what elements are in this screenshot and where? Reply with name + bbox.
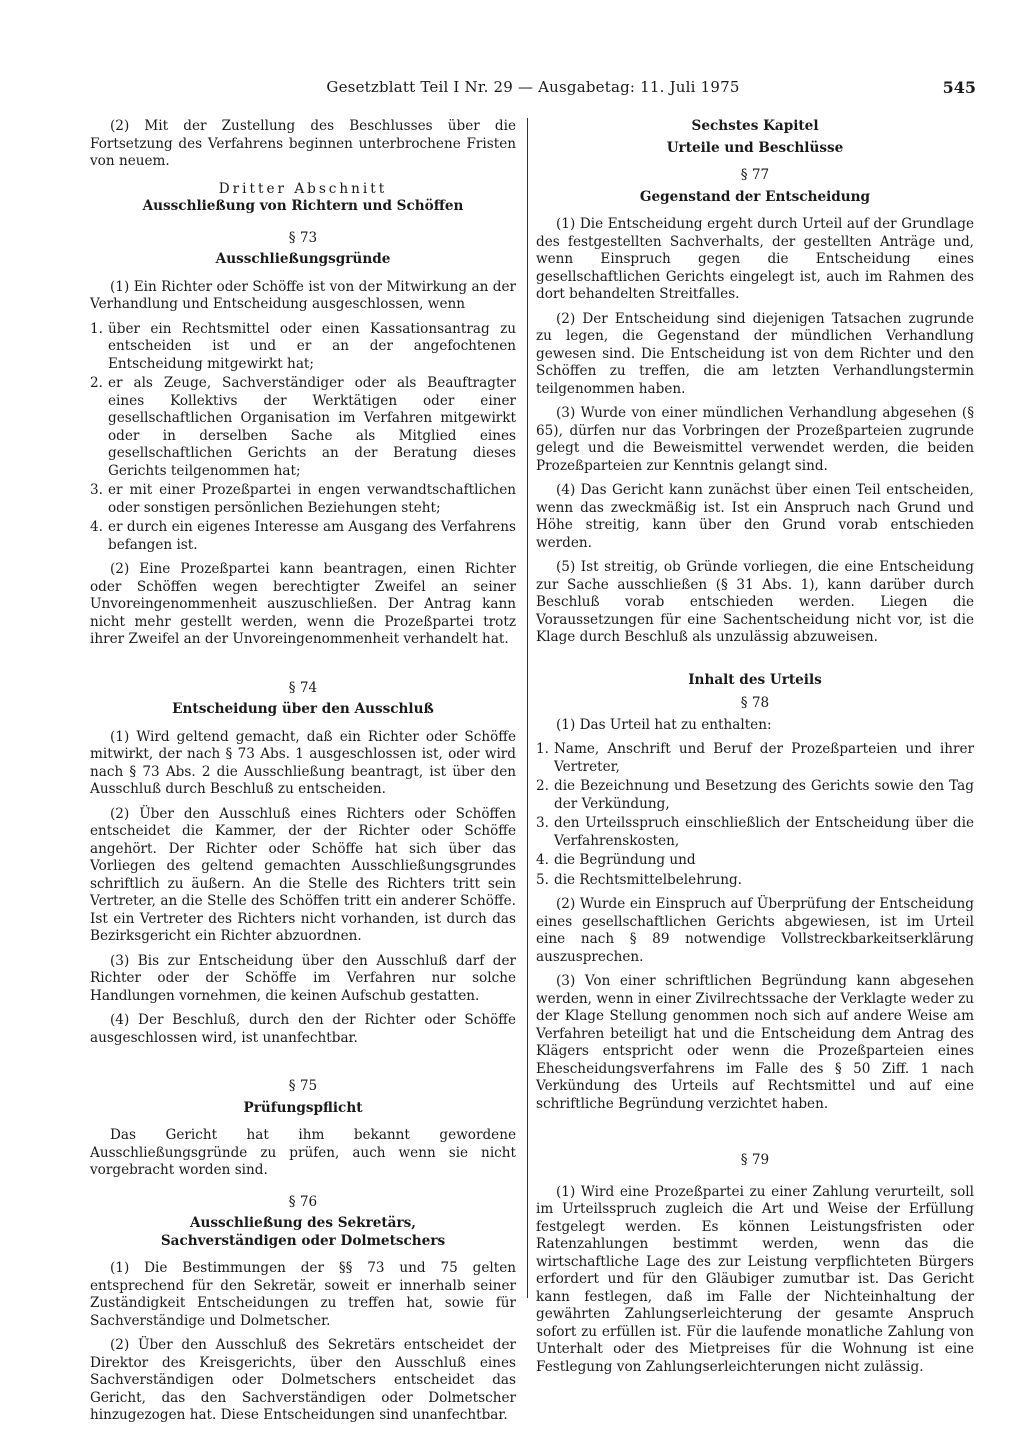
list-item [90,375,516,480]
list-text: die Begründung und [554,852,696,868]
paragraph: (1) Ein Richter oder Schöffe ist von der Mitwirkung an der Verhandlung und Entscheidung ausgeschlossen, wenn [90,278,516,312]
list-item [536,872,974,890]
page-number: 545 [942,78,976,97]
paragraph-number: § 74 [288,679,318,696]
paragraph-title: Inhalt des Urteils [688,671,822,688]
right-column [536,118,974,1383]
list-number: 4. [90,519,103,535]
paragraph-title-line2: Sachverständigen oder Dolmetschers [160,1232,446,1249]
list-text: er mit einer Prozeßpartei in engen verwandtschaftlichen oder sonstigen persönlichen Beziehungen steht; [108,482,516,516]
list-text: Name, Anschrift und Beruf der Prozeßparteien und ihrer Vertreter, [554,741,974,775]
list-text: über ein Rechtsmittel oder einen Kassationsantrag zu entscheiden ist und er an der angefochtenen Entscheidung mitgewirkt hat; [108,320,516,372]
paragraph-number: § 75 [288,1078,318,1094]
paragraph: (1) Die Bestimmungen der §§ 73 und 75 gelten entsprechend für den Sekretär, soweit er innerhalb seiner Zuständigkeit Entscheidungen zu treffen hat, sowie für Sachverständige und Dolmetscher. [90,1260,516,1329]
paragraph: (2) Über den Ausschluß des Sekretärs entscheidet der Direktor des Kreisgerichts, über den Ausschluß eines Sachverständigen oder Dolmetschers entscheidet das Gericht, das den Sachverständigen oder Dolmetscher hinzugezogen hat. Diese Entscheidungen sind unanfechtbar. [90,1337,516,1423]
list-item [90,519,516,554]
section-title: Ausschließung von Richtern und Schöffen [142,198,464,214]
list-number: 1. [90,320,103,337]
paragraph: (2) Wurde ein Einspruch auf Überprüfung der Entscheidung eines gesellschaftlichen Gerichts abgewiesen, ist im Urteil eine nach § 89 notwendige Vollstreckbarkeitserklärung auszusprechen. [536,896,974,965]
list-number: 3. [90,482,103,498]
list-text: er durch ein eigenes Interesse am Ausgang des Verfahrens befangen ist. [108,519,516,553]
list-number: 3. [536,815,549,831]
paragraph-title: Prüfungspflicht [243,1099,363,1116]
paragraph-number: § 76 [288,1193,318,1210]
paragraph-number: § 73 [288,229,318,246]
paragraph: (2) Mit der Zustellung des Beschlusses über die Fortsetzung des Verfahrens beginnen unterbrochene Fristen von neuem. [90,118,516,169]
gazette-title: Gesetzblatt Teil I Nr. 29 — Ausgabetag: 11. Juli 1975 [326,78,740,96]
paragraph: (2) Der Entscheidung sind diejenigen Tatsachen zugrunde zu legen, die Gegenstand der mündlichen Verhandlung gewesen sind. Die Entscheidung ist von dem Richter und den Schöffen zu treffen, die am letzten Verhandlungstermin teilgenommen haben. [536,310,974,397]
paragraph: (2) Über den Ausschluß eines Richters oder Schöffen entscheidet die Kammer, der der Richter oder Schöffe angehört. Der Richter oder Schöffe hat sich über das Vorliegen des geltend gemachten Ausschließungsgrundes schriftlich zu äußern. An die Stelle des Richters tritt sein Vertreter, an die Stelle des Schöffen tritt ein anderer Schöffe. Ist ein Vertreter des Richters nicht vorhanden, ist durch das Bezirksgericht ein Richter abzuordnen. [90,805,516,944]
list-number: 4. [536,852,549,868]
paragraph-title: Ausschließung des Sekretärs, [189,1215,417,1231]
enumerated-list [536,741,974,889]
left-column [90,118,516,1432]
paragraph: Das Gericht hat ihm bekannt gewordene Ausschließungsgründe zu prüfen, auch wenn sie nicht vorgebracht worden sind. [90,1127,516,1178]
column-divider [527,118,528,1298]
list-number: 1. [536,741,549,757]
list-text: er als Zeuge, Sachverständiger oder als Beauftragter eines Kollektivs der Werktätigen oder einer gesellschaftlichen Organisation im Verfahren mitgewirkt oder in derselben Sache als Mitglied eines gesellschaftlichen Gerichts an der Beratung dieses Gerichts teilgenommen hat; [108,375,516,479]
chapter-heading: Sechstes Kapitel [691,118,819,134]
paragraph: (3) Wurde von einer mündlichen Verhandlung abgesehen (§ 65), dürfen nur das Vorbringen der Prozeßparteien zugrunde gelegt und die Beweismittel verwendet werden, die beiden Prozeßparteien zur Kenntnis gelangt sind. [536,405,974,474]
paragraph-number: § 77 [740,167,770,183]
list-text: den Urteilsspruch einschließlich der Entscheidung über die Verfahrenskosten, [554,815,974,849]
list-item [90,321,516,374]
paragraph-number: § 78 [740,695,770,711]
paragraph-title: Entscheidung über den Ausschluß [172,701,434,717]
list-item [90,482,516,517]
paragraph: (1) Die Entscheidung ergeht durch Urteil auf der Grundlage des festgestellten Sachverhalts, der gestellten Anträge und, wenn Einspruch gegen die Entscheidung eines gesellschaftlichen Gerichts eingelegt ist, auch im Rahmen des dort behandelten Streitfalles. [536,216,974,302]
paragraph: (1) Wird geltend gemacht, daß ein Richter oder Schöffe mitwirkt, der nach § 73 Abs. 1 ausgeschlossen ist, oder wird nach § 73 Abs. 2 die Ausschließung beantragt, ist über den Ausschluß durch Beschluß zu entscheiden. [90,728,516,797]
chapter-title: Urteile und Beschlüsse [666,139,844,156]
enumerated-list [90,321,516,555]
paragraph-title: Ausschließungsgründe [215,251,391,267]
paragraph-number: § 79 [740,1152,770,1168]
paragraph: (5) Ist streitig, ob Gründe vorliegen, die eine Entscheidung zur Sache ausschließen (§ 31 Abs. 1), kann darüber durch Beschluß vorab entschieden werden. Liegen die Voraussetzungen für eine Sachentscheidung nicht vor, ist die Klage durch Beschluß als unzulässig abzuweisen. [536,559,974,645]
list-item [536,741,974,776]
page-header [90,78,976,102]
paragraph: (1) Wird eine Prozeßpartei zu einer Zahlung verurteilt, soll im Urteilsspruch zugleich die Art und Weise der Erfüllung festgelegt werden. Es können Leistungsfristen oder Ratenzahlungen bestimmt werden, wenn das die wirtschaftliche Lage des zur Leistung verpflichteten Bürgers erfordert und für den Gläubiger zumutbar ist. Das Gericht kann festlegen, daß im Falle der Nichteinhaltung der gewährten Zahlungserleichterung der gesamte Anspruch sofort zu erfüllen ist. Für die laufende monatliche Zahlung von Unterhalt oder des Mietpreises für die Wohnung ist eine Festlegung von Zahlungserleichterungen nicht zulässig. [536,1183,974,1375]
paragraph: (3) Bis zur Entscheidung über den Ausschluß darf der Richter oder der Schöffe im Verfahren nur solche Handlungen vornehmen, die keinen Aufschub gestatten. [90,952,516,1004]
list-text: die Rechtsmittelbelehrung. [554,871,742,888]
paragraph-title: Gegenstand der Entscheidung [639,188,871,205]
list-item [536,852,974,870]
paragraph: (4) Der Beschluß, durch den der Richter oder Schöffe ausgeschlossen wird, ist unanfechtbar. [90,1012,516,1046]
paragraph: (4) Das Gericht kann zunächst über einen Teil entscheiden, wenn das zweckmäßig ist. Ist ein Anspruch nach Grund und Höhe streitig, kann über den Grund vorab entschieden werden. [536,482,974,551]
section-heading: Dritter Abschnitt [218,180,388,197]
paragraph: (1) Das Urteil hat zu enthalten: [556,716,772,733]
list-number: 5. [536,871,549,888]
paragraph: (2) Eine Prozeßpartei kann beantragen, einen Richter oder Schöffen wegen berechtigter Zweifel an seiner Unvoreingenommenheit auszuschließen. Der Antrag kann nicht mehr gestellt werden, wenn die Prozeßpartei trotz ihrer Zweifel an der Unvoreingenommenheit verhandelt hat. [90,561,516,647]
list-item [536,778,974,813]
list-number: 2. [536,778,549,794]
paragraph: (3) Von einer schriftlichen Begründung kann abgesehen werden, wenn in einer Zivilrechtssache der Verklagte weder zu der Klage Stellung genommen noch sich auf andere Weise am Verfahren beteiligt hat und die Entscheidung dem Antrag des Klägers entspricht oder wenn die Prozeßparteien eines Ehescheidungsverfahrens im Falle des § 50 Ziff. 1 nach Verkündung des Urteils auf Rechtsmittel und auf eine schriftliche Begründung verzichtet haben. [536,973,974,1112]
list-text: die Bezeichnung und Besetzung des Gerichts sowie den Tag der Verkündung, [554,778,974,812]
list-item [536,815,974,850]
list-number: 2. [90,375,103,391]
